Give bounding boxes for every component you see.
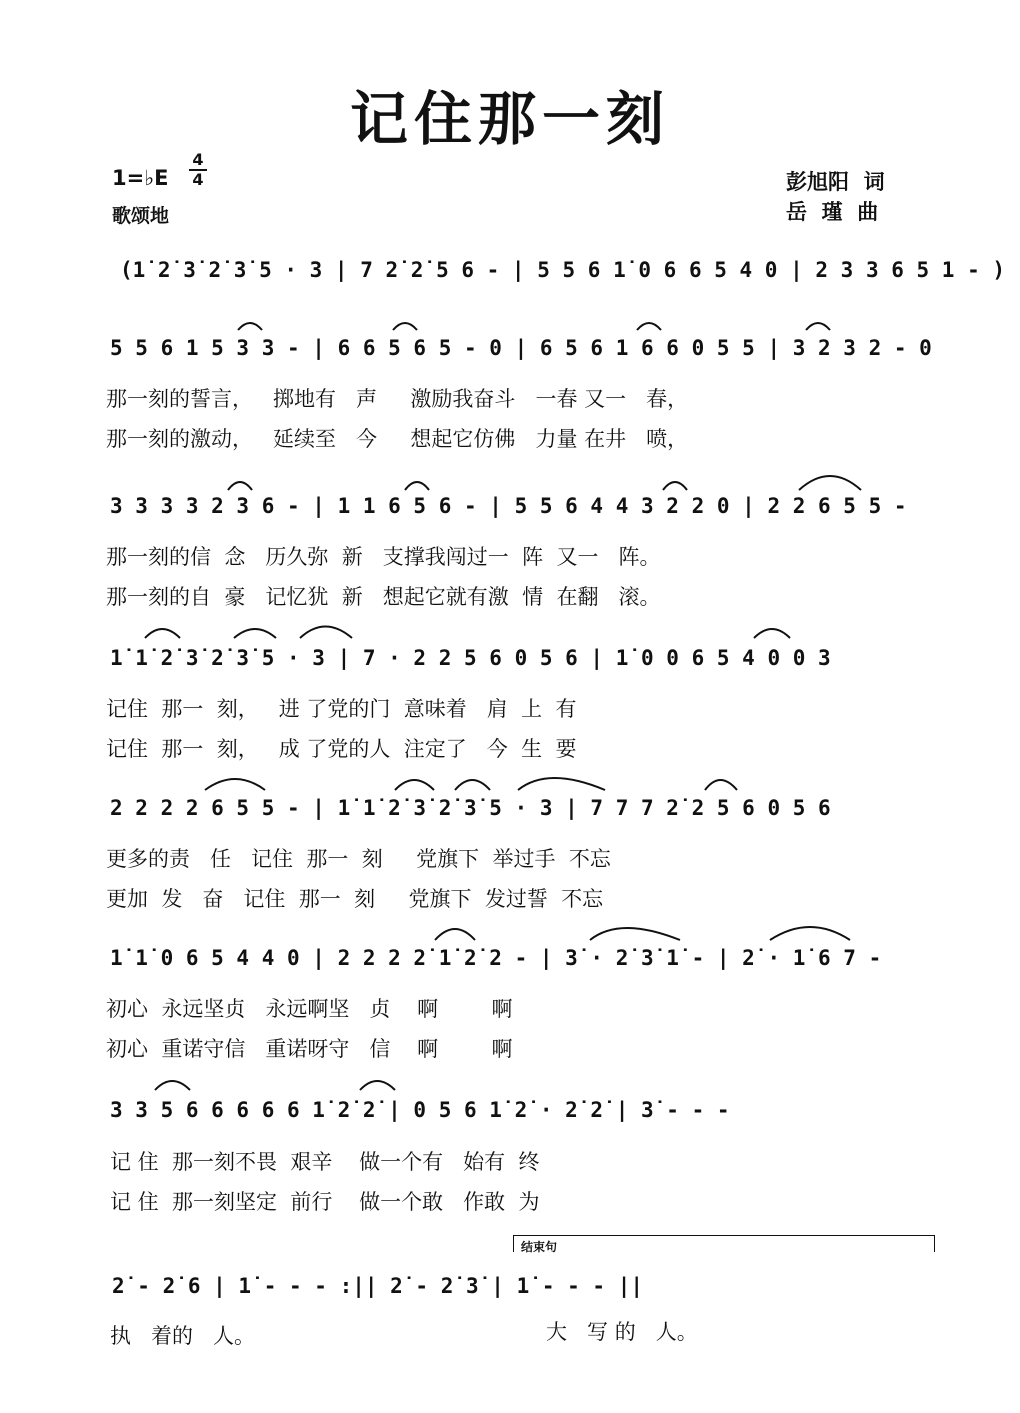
lyric-line-3b: 那一刻的自 豪 记忆犹 新 想起它就有激 情 在翻 滚。 — [106, 585, 661, 609]
time-signature — [187, 152, 209, 188]
song-title: 记住那一刻 — [349, 85, 670, 153]
lyric-line-4a: 记住 那一 刻， 进 了党的门 意味着 肩 上 有 — [106, 697, 577, 721]
lyric-line-2a: 那一刻的誓言， 掷地有 声 激励我奋斗 一春 又一 春， — [106, 387, 689, 411]
lyric-line-5b: 更加 发 奋 记住 那一 刻 党旗下 发过誓 不忘 — [106, 887, 604, 911]
lyric-line-8b: 大 写 的 人。 — [546, 1320, 698, 1344]
lyric-line-2b: 那一刻的激动， 延续至 今 想起它仿佛 力量 在井 喷， — [106, 427, 689, 451]
ending-bracket — [513, 1235, 935, 1252]
score-line-8: 2̇ - 2̇ 6 | 1̇ - - - :|| 2̇ - 2̇ 3̇ | 1̇ - - - || — [112, 1274, 644, 1298]
lyric-line-5a: 更多的责 任 记住 那一 刻 党旗下 举过手 不忘 — [106, 847, 611, 871]
score-line-4: 1̇ 1̇ 2̇ 3̇ 2̇ 3̇ 5 · 3 | 7 · 2 2 5 6 0 5 6 | 1̇ 0 0 6 5 4 0 0 3 — [110, 646, 831, 670]
score-line-3: 3 3 3 3 2 3 6 - | 1 1 6 5 6 - | 5 5 6 4 4 3 2 2 0 | 2 2 6 5 5 - — [110, 494, 907, 518]
lyric-line-7a: 记 住 那一刻不畏 艰辛 做一个有 始有 终 — [110, 1150, 540, 1174]
lyricist-credit: 彭旭阳 词 — [786, 170, 885, 194]
lyric-line-8a: 执 着的 人。 — [110, 1324, 256, 1348]
score-line-1: (1̇ 2̇ 3̇ 2̇ 3̇ 5 · 3 | 7 2̇ 2̇ 5 6 - | 5 5 6 1̇ 0 6 6 5 4 0 | 2 3 3 6 5 1 - ) — [120, 258, 1006, 282]
lyric-line-6b: 初心 重诺守信 重诺呀守 信 啊 啊 — [106, 1037, 513, 1061]
composer-credit: 岳 瑾 曲 — [786, 200, 879, 224]
time-signature-bottom: 4 — [192, 170, 204, 189]
lyric-line-7b: 记 住 那一刻坚定 前行 做一个敢 作敢 为 — [110, 1190, 540, 1214]
key-signature: 1=♭E — [112, 166, 169, 190]
tempo-marking: 歌颂地 — [112, 205, 170, 227]
score-line-5: 2 2 2 2 6 5 5 - | 1̇ 1̇ 2̇ 3̇ 2̇ 3̇ 5 · 3 | 7 7 7 2̇ 2 5 6 0 5 6 — [110, 796, 831, 820]
score-line-6: 1̇ 1̇ 0 6 5 4 4 0 | 2 2 2 2̇ 1̇ 2̇ 2 - | 3̇ · 2̇ 3̇ 1̇ - | 2̇ · 1̇ 6 7 - — [110, 946, 882, 970]
score-line-7: 3 3 5 6 6 6 6 6 1̇ 2̇ 2̇ | 0 5 6 1̇ 2̇ · 2̇ 2̇ | 3̇ - - - — [110, 1098, 730, 1122]
lyric-line-6a: 初心 永远坚贞 永远啊坚 贞 啊 啊 — [106, 997, 513, 1021]
time-signature-top: 4 — [192, 150, 204, 169]
score-line-2: 5 5 6 1 5 3 3 - | 6 6 5 6 5 - 0 | 6 5 6 1 6 6 0 5 5 | 3 2 3 2 - 0 — [110, 336, 932, 360]
lyric-line-4b: 记住 那一 刻， 成 了党的人 注定了 今 生 要 — [106, 737, 577, 761]
ending-label: 结束句 — [521, 1240, 558, 1254]
lyric-line-3a: 那一刻的信 念 历久弥 新 支撑我闯过一 阵 又一 阵。 — [106, 545, 661, 569]
